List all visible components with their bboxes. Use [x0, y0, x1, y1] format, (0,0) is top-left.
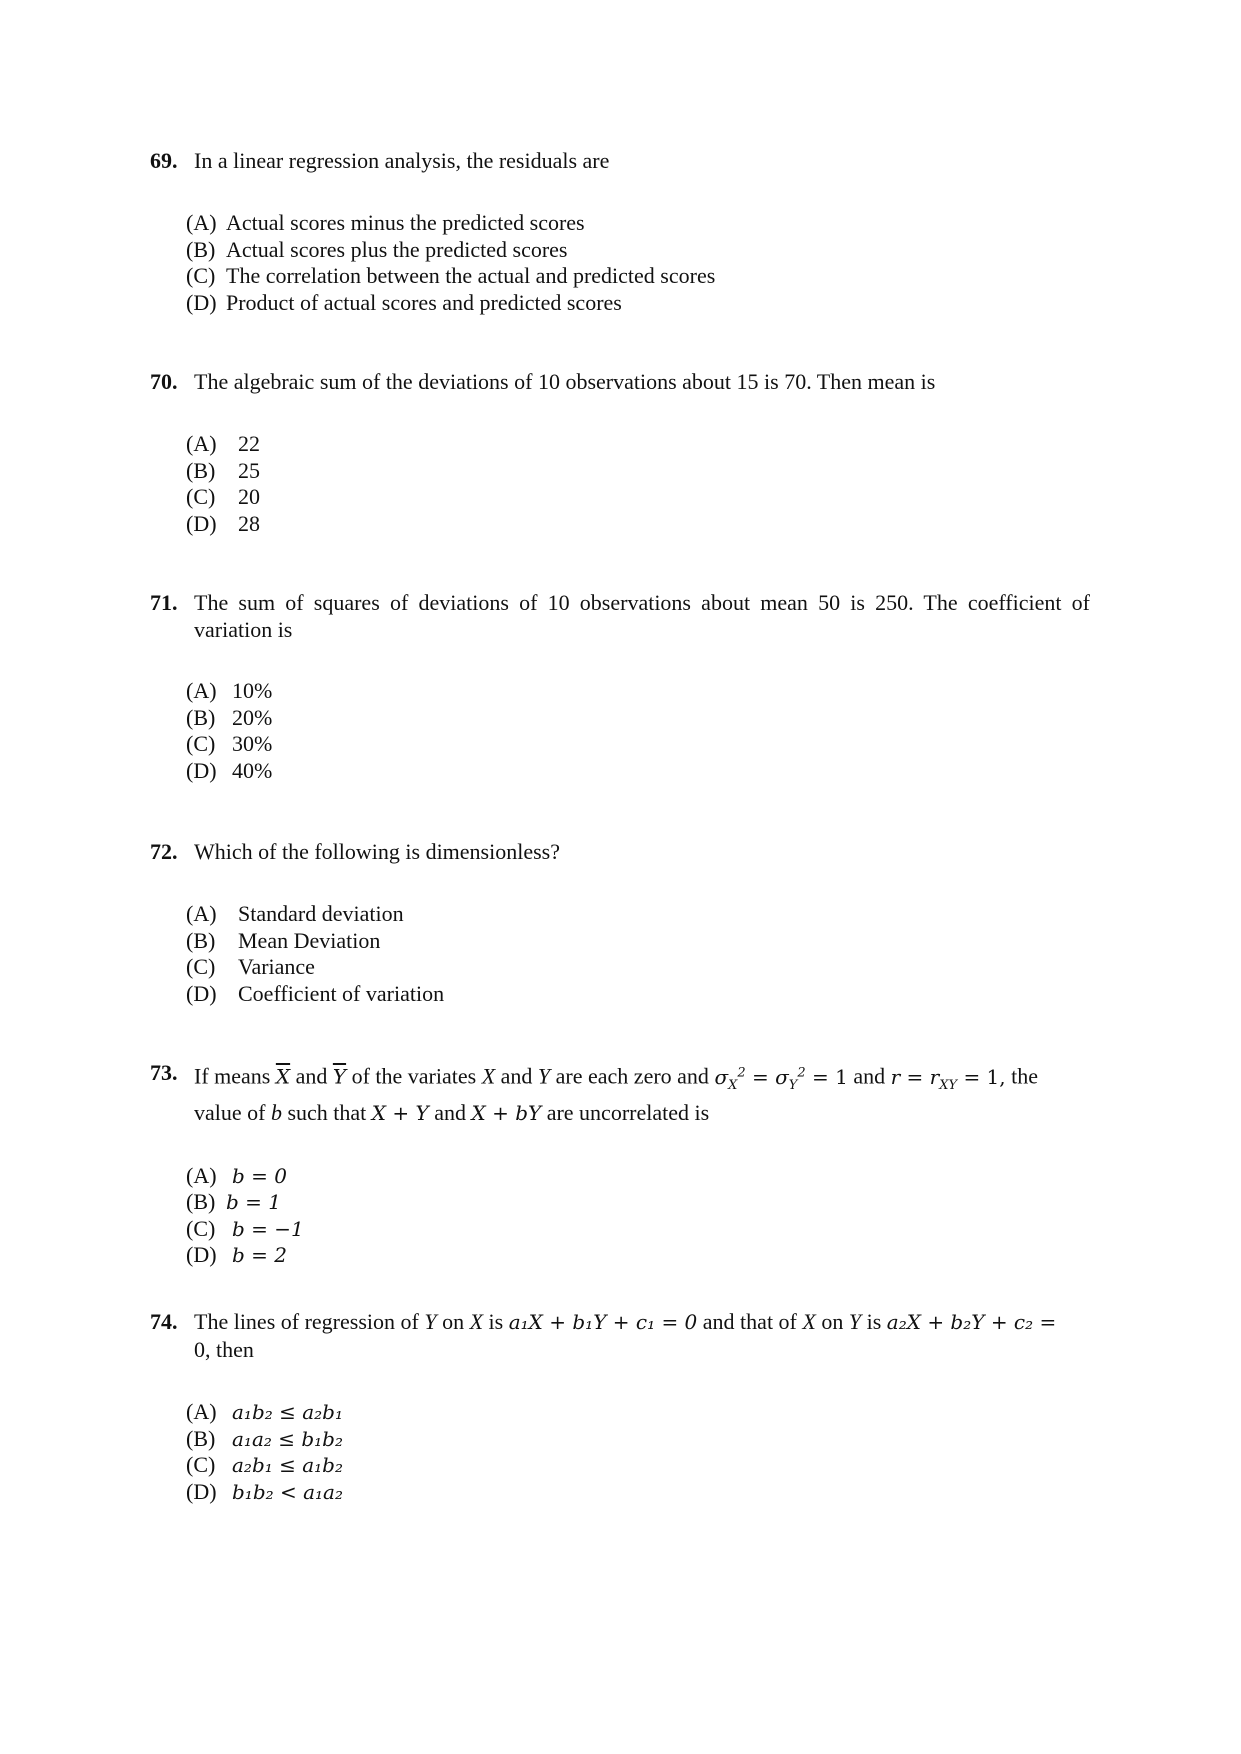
correlation-equation [890, 1064, 1006, 1093]
question-number: 71. [150, 590, 178, 615]
option-text: Actual scores minus the predicted scores [226, 210, 585, 235]
superscript: 2 [737, 1065, 746, 1080]
options-list [186, 210, 1090, 316]
option-letter: (C) [186, 731, 216, 756]
y-symbol: Y [848, 1309, 862, 1334]
option-letter: (B) [186, 1189, 216, 1215]
option-text: b = 1 [226, 1190, 281, 1215]
option-text: a₂b₁ ≤ a₁b₂ [232, 1453, 343, 1477]
equals-sign: = [752, 1064, 769, 1089]
option-b [186, 705, 1090, 732]
variance-equation [714, 1064, 848, 1093]
option-c [186, 731, 1090, 758]
x-bar-symbol: $\overline{X}$ [275, 1064, 291, 1089]
option-letter: (C) [186, 484, 216, 509]
question-69 [150, 147, 1090, 316]
option-text: 20% [232, 704, 273, 730]
option-letter: (D) [186, 980, 217, 1006]
option-a [186, 901, 1090, 928]
option-letter: (B) [186, 1425, 216, 1451]
option-letter: (A) [186, 431, 217, 456]
text-fragment: value of [194, 1099, 266, 1125]
b-symbol: b [270, 1099, 282, 1125]
option-text: 10% [232, 678, 273, 703]
option-text: Product of actual scores and predicted scores [226, 289, 622, 315]
option-letter: (D) [186, 757, 217, 783]
option-b [186, 458, 1090, 485]
r-symbol: r [929, 1064, 940, 1089]
option-text: 40% [232, 757, 273, 783]
option-c [186, 484, 1090, 511]
option-d [186, 981, 1090, 1008]
text-fragment: and that of [702, 1309, 797, 1334]
subscript: Y [788, 1077, 798, 1093]
option-b [186, 928, 1090, 955]
option-letter: (C) [186, 954, 216, 979]
text-fragment: on [442, 1309, 465, 1334]
text-fragment: and [434, 1099, 466, 1125]
option-c [186, 1216, 1090, 1243]
question-text: The sum of squares of deviations of 10 observations about mean 50 is 250. The coefficient of variation is [194, 590, 1090, 642]
option-text: Coefficient of variation [238, 980, 445, 1006]
question-number: 69. [150, 148, 178, 173]
option-letter: (B) [186, 236, 216, 262]
option-d [186, 290, 1090, 317]
options-list [186, 431, 1090, 537]
option-d [186, 511, 1090, 538]
question-text [194, 1059, 1090, 1127]
option-letter: (A) [186, 1399, 217, 1424]
question-74 [150, 1308, 1090, 1505]
text-fragment: of the variates [351, 1063, 477, 1089]
question-text: In a linear regression analysis, the residuals are [194, 148, 610, 173]
text-fragment: and [853, 1063, 886, 1089]
sigma-symbol: σ [714, 1064, 729, 1089]
sigma-symbol: σ [775, 1064, 789, 1089]
equals-sign: = [906, 1064, 924, 1089]
option-text: Variance [238, 954, 315, 979]
question-number: 72. [150, 839, 178, 864]
question-text: The algebraic sum of the deviations of 10 observations about 15 is 70. Then mean is [194, 369, 936, 394]
option-a [186, 1399, 1090, 1426]
text-fragment: and [295, 1063, 328, 1089]
option-letter: (B) [186, 457, 216, 483]
option-b [186, 1426, 1090, 1453]
x-symbol: X [469, 1309, 484, 1334]
option-letter: (C) [186, 1215, 216, 1241]
question-71 [150, 589, 1090, 784]
option-a [186, 678, 1090, 705]
subscript: XY [939, 1077, 958, 1093]
option-letter: (B) [186, 704, 216, 730]
y-symbol: Y [537, 1063, 551, 1089]
text-fragment: on [821, 1309, 844, 1334]
text-fragment: the [1011, 1063, 1039, 1089]
option-letter: (B) [186, 927, 216, 953]
option-text: b = −1 [232, 1216, 304, 1241]
option-text: 20 [238, 484, 260, 509]
question-number: 74. [150, 1309, 178, 1334]
option-letter: (D) [186, 289, 217, 315]
option-a [186, 210, 1090, 237]
y-bar-symbol: $\overline{Y}$ [332, 1064, 347, 1089]
question-text: Which of the following is dimensionless? [194, 839, 560, 864]
regression-equation-2: a₂X + b₂Y + c₂ = [886, 1310, 1057, 1334]
x-symbol: X [802, 1309, 816, 1334]
text-fragment: If means [194, 1063, 271, 1089]
x-plus-y: X + Y [371, 1100, 429, 1125]
option-letter: (C) [186, 263, 216, 288]
option-letter: (A) [186, 1162, 217, 1188]
option-text: 22 [238, 431, 260, 456]
option-text: b = 2 [232, 1243, 287, 1268]
question-number: 73. [150, 1060, 178, 1085]
option-text: The correlation between the actual and predicted scores [226, 263, 716, 288]
regression-equation-1: a₁X + b₁Y + c₁ = 0 [508, 1310, 698, 1334]
equals-one: = 1, [963, 1064, 1006, 1089]
option-d [186, 758, 1090, 785]
option-c [186, 263, 1090, 290]
option-b [186, 237, 1090, 264]
option-text: Mean Deviation [238, 927, 381, 953]
y-symbol: Y [424, 1309, 437, 1334]
option-letter: (A) [186, 901, 217, 926]
option-d [186, 1242, 1090, 1269]
option-a [186, 431, 1090, 458]
text-fragment: such that [287, 1099, 367, 1125]
question-70 [150, 368, 1090, 537]
option-text: b = 0 [232, 1163, 287, 1188]
equals-one: = 1 [812, 1064, 848, 1089]
question-72 [150, 838, 1090, 1007]
text-fragment: are each zero and [555, 1063, 709, 1089]
option-text: b₁b₂ < a₁a₂ [232, 1479, 343, 1504]
option-letter: (D) [186, 1478, 217, 1504]
option-text: 25 [238, 457, 260, 483]
option-c [186, 954, 1090, 981]
question-number: 70. [150, 369, 178, 394]
option-text: a₁a₂ ≤ b₁b₂ [232, 1426, 343, 1451]
option-letter: (D) [186, 510, 217, 536]
x-plus-by: X + bY [471, 1100, 542, 1125]
option-c [186, 1452, 1090, 1479]
option-letter: (C) [186, 1452, 216, 1477]
superscript: 2 [797, 1065, 806, 1080]
option-a [186, 1163, 1090, 1190]
options-list [186, 678, 1090, 784]
options-list [186, 1163, 1090, 1269]
options-list [186, 1399, 1090, 1505]
option-letter: (D) [186, 1242, 217, 1268]
subscript: X [728, 1077, 738, 1093]
r-symbol: r [890, 1064, 901, 1089]
option-letter: (A) [186, 210, 217, 235]
text-fragment: is [488, 1309, 504, 1334]
option-text: 28 [238, 510, 260, 536]
option-b [186, 1189, 1090, 1216]
options-list [186, 901, 1090, 1007]
option-text: Standard deviation [238, 901, 404, 926]
option-text: 30% [232, 731, 273, 756]
text-fragment: are uncorrelated is [546, 1099, 710, 1125]
text-fragment: is [866, 1309, 882, 1334]
option-letter: (A) [186, 678, 217, 703]
x-symbol: X [481, 1063, 496, 1089]
question-73 [150, 1059, 1090, 1269]
question-text [194, 1308, 1090, 1363]
text-fragment: and [500, 1063, 533, 1089]
option-text: Actual scores plus the predicted scores [226, 236, 568, 262]
option-d [186, 1479, 1090, 1506]
text-fragment: The lines of regression of [194, 1309, 419, 1334]
option-text: a₁b₂ ≤ a₂b₁ [232, 1400, 343, 1424]
text-fragment: 0, then [194, 1337, 254, 1362]
